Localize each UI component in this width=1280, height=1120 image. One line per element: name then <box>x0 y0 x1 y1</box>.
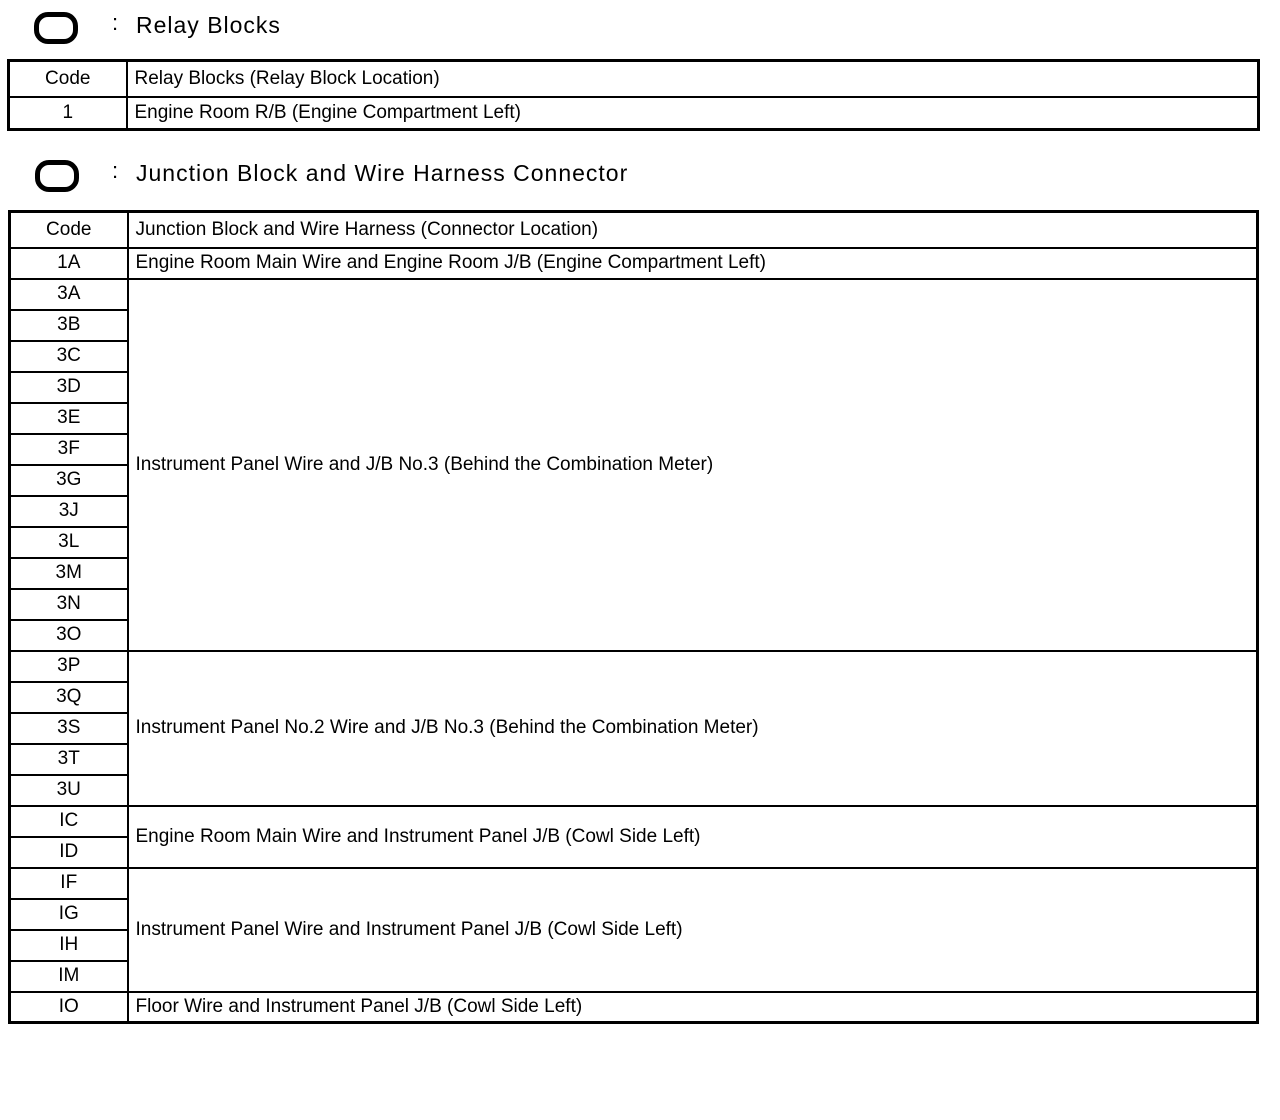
connector-code: IF <box>10 868 128 899</box>
connector-code: ID <box>10 837 128 868</box>
connector-code: IO <box>10 992 128 1023</box>
table-row <box>10 651 1258 682</box>
relay-section-title: Relay Blocks <box>136 12 281 38</box>
connector-description: Instrument Panel Wire and J/B No.3 (Behind the Combination Meter) <box>128 279 1258 651</box>
connector-description: Instrument Panel Wire and Instrument Panel J/B (Cowl Side Left) <box>128 868 1258 992</box>
connector-description: Instrument Panel No.2 Wire and J/B No.3 (Behind the Combination Meter) <box>128 651 1258 806</box>
connector-code: 3L <box>10 527 128 558</box>
junction-separator: : <box>112 158 119 183</box>
connector-code: 3G <box>10 465 128 496</box>
junction-block-symbol-icon <box>35 160 79 192</box>
table-row <box>10 806 1258 837</box>
relay-header-desc: Relay Blocks (Relay Block Location) <box>127 61 1259 97</box>
connector-code: 3A <box>10 279 128 310</box>
connector-code: 3D <box>10 372 128 403</box>
connector-code: 3E <box>10 403 128 434</box>
junction-header-desc: Junction Block and Wire Harness (Connector Location) <box>128 212 1258 248</box>
connector-code: 3N <box>10 589 128 620</box>
table-row <box>10 868 1258 899</box>
connector-code: 3S <box>10 713 128 744</box>
junction-section-title: Junction Block and Wire Harness Connector <box>136 160 629 186</box>
connector-code: 3B <box>10 310 128 341</box>
connector-code: 3F <box>10 434 128 465</box>
junction-block-table <box>8 210 1259 1024</box>
connector-code: 3J <box>10 496 128 527</box>
table-row <box>10 279 1258 310</box>
relay-block-symbol-icon <box>34 12 78 44</box>
junction-header-code: Code <box>10 212 128 248</box>
connector-code: 3P <box>10 651 128 682</box>
relay-row-code: 1 <box>9 97 127 130</box>
connector-description: Floor Wire and Instrument Panel J/B (Cowl Side Left) <box>128 992 1258 1023</box>
relay-row-desc: Engine Room R/B (Engine Compartment Left) <box>127 97 1259 130</box>
connector-description: Engine Room Main Wire and Engine Room J/B (Engine Compartment Left) <box>128 248 1258 279</box>
connector-code: 3Q <box>10 682 128 713</box>
relay-header-row <box>9 61 1259 97</box>
relay-separator: : <box>112 10 119 35</box>
relay-header-code: Code <box>9 61 127 97</box>
connector-code: IH <box>10 930 128 961</box>
connector-code: 3M <box>10 558 128 589</box>
connector-code: 3O <box>10 620 128 651</box>
table-row <box>9 97 1259 130</box>
relay-blocks-table <box>7 59 1260 131</box>
connector-code: 3T <box>10 744 128 775</box>
connector-code: IG <box>10 899 128 930</box>
connector-code: IM <box>10 961 128 992</box>
connector-code: 3U <box>10 775 128 806</box>
table-row <box>10 992 1258 1023</box>
connector-code: IC <box>10 806 128 837</box>
junction-header-row <box>10 212 1258 248</box>
connector-code: 1A <box>10 248 128 279</box>
connector-code: 3C <box>10 341 128 372</box>
connector-description: Engine Room Main Wire and Instrument Panel J/B (Cowl Side Left) <box>128 806 1258 868</box>
table-row <box>10 248 1258 279</box>
